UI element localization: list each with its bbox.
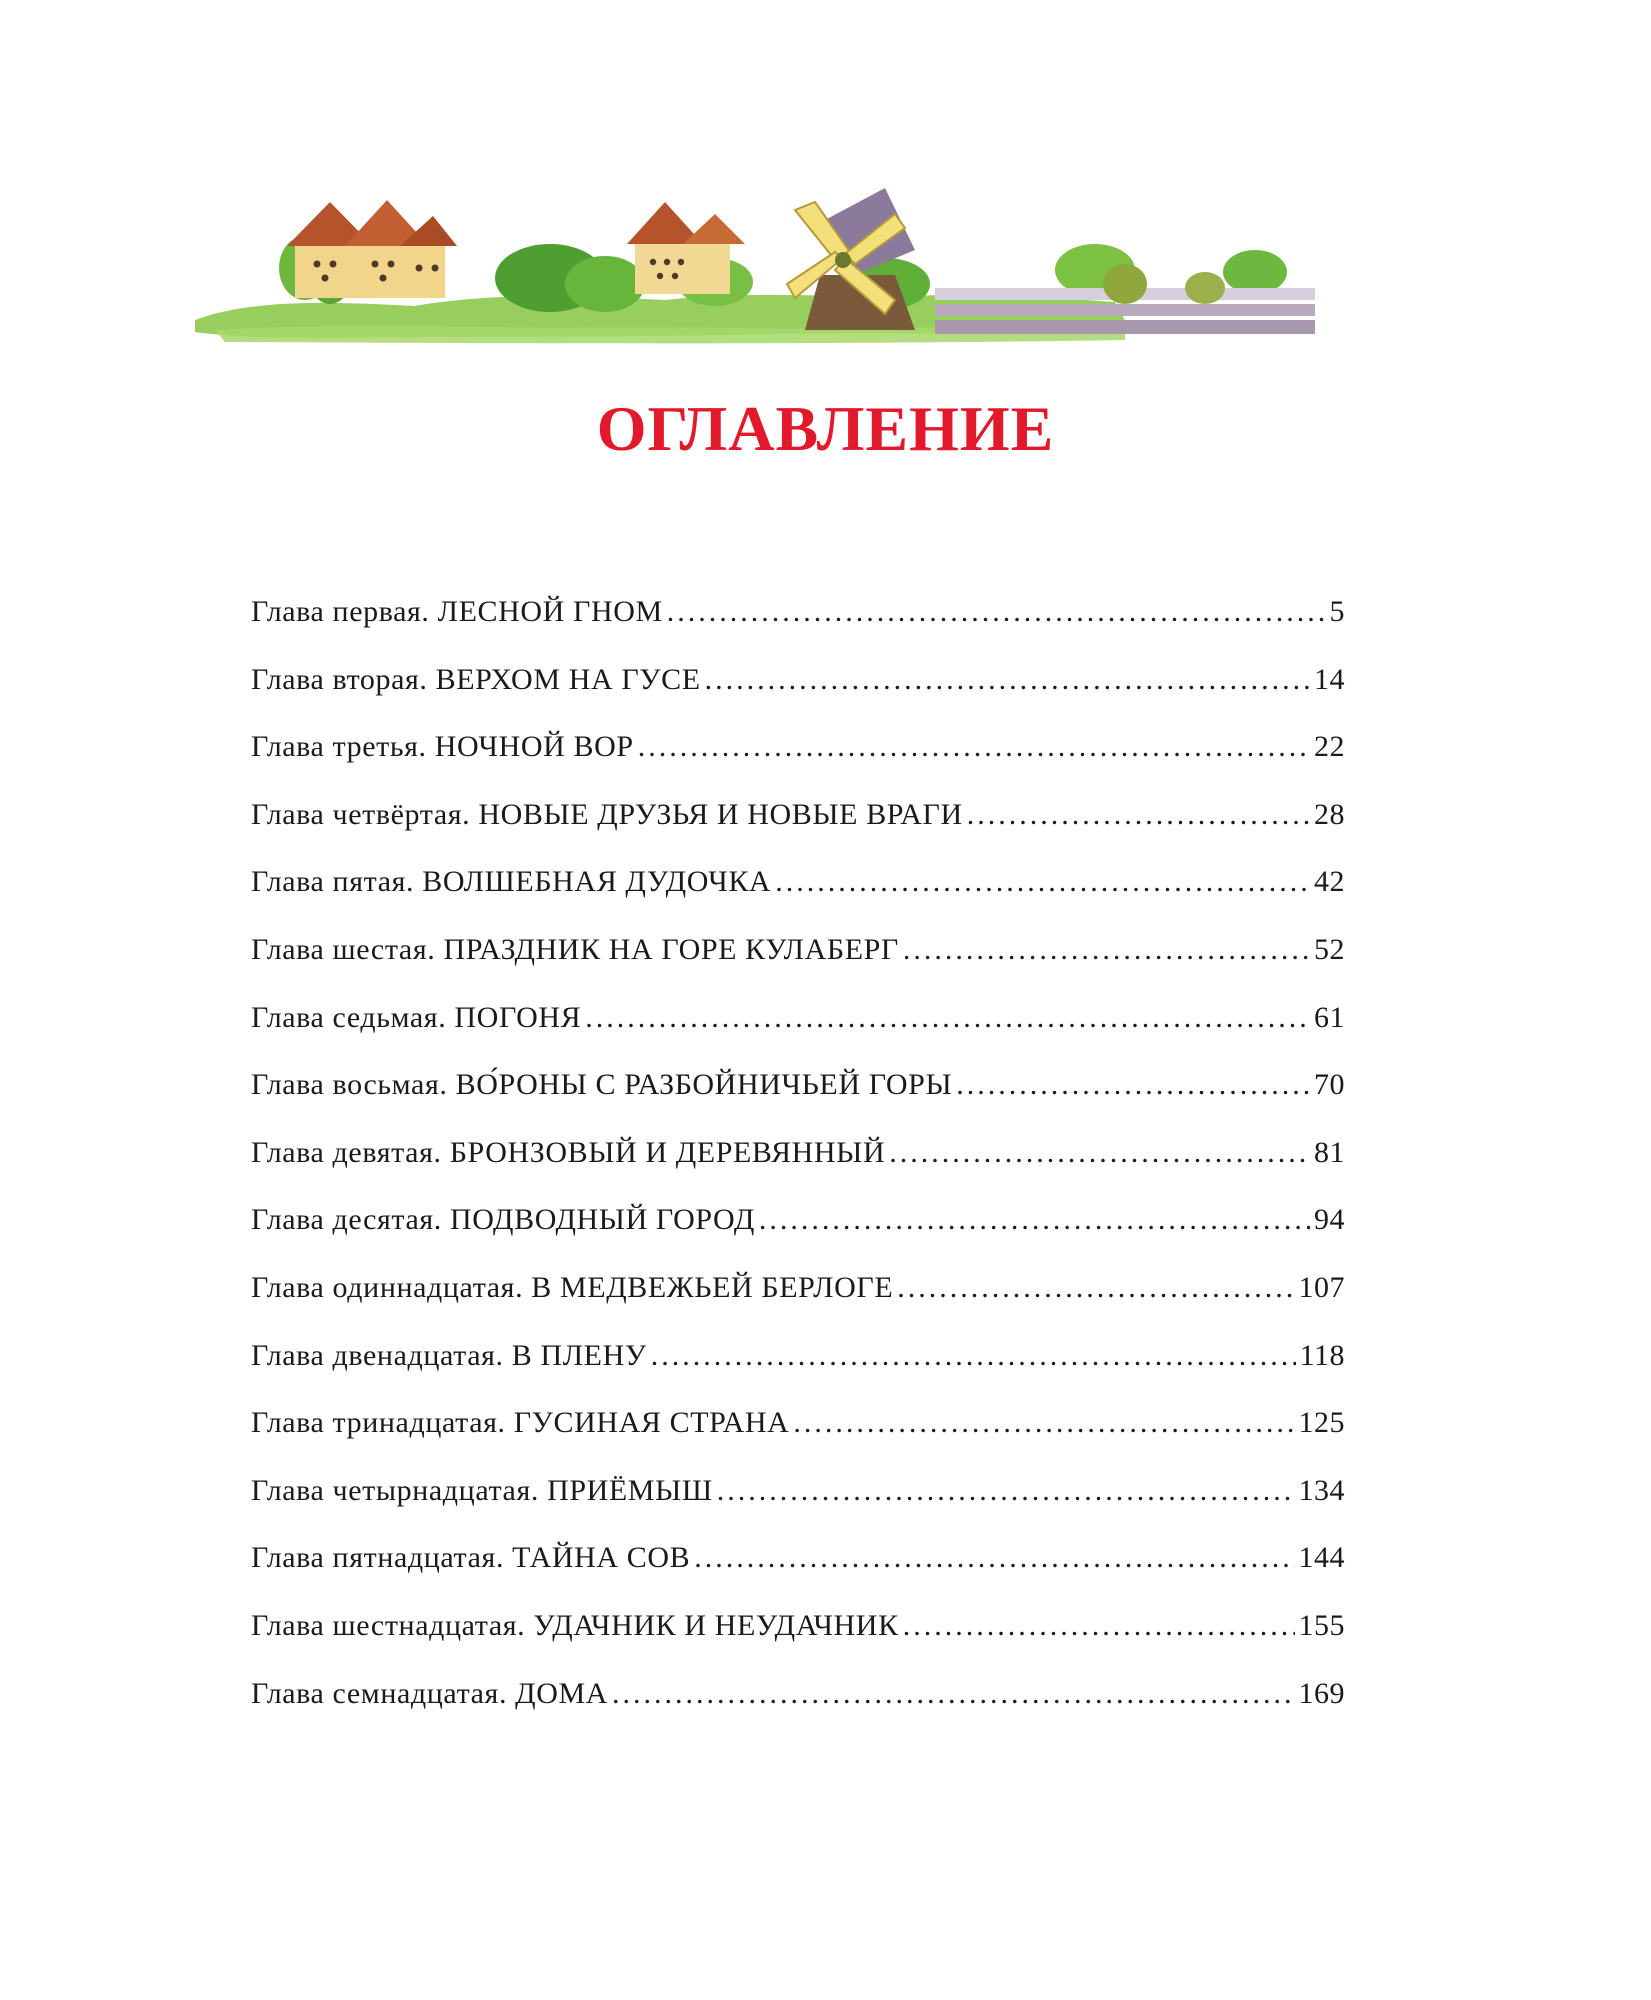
toc-chapter-number: Глава четырнадцатая.	[251, 1473, 539, 1507]
toc-leader-dots	[717, 1457, 1295, 1525]
toc-entry-label	[251, 1660, 608, 1728]
toc-entry-label	[251, 916, 899, 984]
toc-chapter-number: Глава тринадцатая.	[251, 1406, 506, 1440]
toc-leader-dots	[889, 1119, 1310, 1187]
toc-chapter-name: ВЕРХОМ НА ГУСЕ	[435, 662, 701, 696]
toc-page-number: 118	[1299, 1338, 1345, 1372]
toc-chapter-name: НОВЫЕ ДРУЗЬЯ И НОВЫЕ ВРАГИ	[478, 797, 963, 831]
toc-entry[interactable]	[251, 1186, 1345, 1254]
toc-page-number: 94	[1314, 1203, 1345, 1237]
page-title: ОГЛАВЛЕНИЕ	[596, 393, 1055, 464]
toc-entry[interactable]	[251, 984, 1345, 1052]
toc-leader-dots	[705, 646, 1310, 714]
toc-chapter-name: ЛЕСНОЙ ГНОМ	[437, 595, 663, 628]
toc-page-number: 61	[1314, 1000, 1345, 1034]
toc-chapter-name: ТАЙНА СОВ	[512, 1541, 691, 1575]
toc-entry[interactable]	[251, 848, 1345, 916]
toc-entry[interactable]	[251, 781, 1345, 849]
bush-far-right-2	[1223, 250, 1287, 294]
table-of-contents	[251, 578, 1345, 1727]
toc-chapter-number: Глава семнадцатая.	[251, 1676, 508, 1710]
toc-entry-label	[251, 1254, 893, 1322]
toc-page-number: 81	[1314, 1135, 1345, 1169]
toc-chapter-number: Глава пятая.	[251, 865, 415, 899]
toc-entry-label	[251, 1119, 885, 1187]
toc-leader-dots	[694, 1524, 1294, 1592]
toc-entry-label	[251, 984, 581, 1052]
toc-leader-dots	[903, 1592, 1295, 1660]
toc-entry-label	[251, 848, 771, 916]
toc-chapter-number: Глава третья.	[251, 730, 427, 764]
toc-leader-dots	[667, 578, 1326, 646]
toc-leader-dots	[775, 848, 1310, 916]
toc-chapter-number: Глава восьмая.	[251, 1068, 448, 1102]
toc-chapter-number: Глава девятая.	[251, 1135, 442, 1169]
toc-chapter-number: Глава шестнадцатая.	[251, 1608, 526, 1642]
bush-center-2	[565, 256, 645, 312]
toc-chapter-name: ДОМА	[515, 1676, 609, 1710]
toc-entry[interactable]	[251, 1457, 1345, 1525]
toc-chapter-number: Глава первая.	[251, 595, 430, 628]
toc-chapter-number: Глава десятая.	[251, 1203, 442, 1237]
toc-chapter-name: БРОНЗОВЫЙ И ДЕРЕВЯННЫЙ	[449, 1135, 886, 1169]
toc-page-number: 169	[1298, 1676, 1345, 1710]
toc-entry[interactable]	[251, 646, 1345, 714]
toc-chapter-name: В ПЛЕНУ	[511, 1338, 647, 1372]
toc-leader-dots	[903, 916, 1310, 984]
toc-page-number: 134	[1298, 1473, 1345, 1507]
toc-entry[interactable]	[251, 1322, 1345, 1390]
toc-entry-label	[251, 1457, 713, 1525]
toc-page-number: 22	[1314, 730, 1345, 764]
house-group-left	[287, 200, 457, 298]
toc-chapter-number: Глава двенадцатая.	[251, 1338, 504, 1372]
toc-page-number: 5	[1329, 595, 1345, 628]
toc-leader-dots	[585, 984, 1310, 1052]
toc-chapter-name: ПОДВОДНЫЙ ГОРОД	[450, 1203, 755, 1237]
toc-leader-dots	[793, 1389, 1294, 1457]
toc-entry-label	[251, 1592, 899, 1660]
toc-chapter-number: Глава шестая.	[251, 932, 436, 966]
toc-entry-label	[251, 646, 701, 714]
toc-entry-label	[251, 1051, 952, 1119]
toc-chapter-name: В МЕДВЕЖЬЕЙ БЕРЛОГЕ	[531, 1270, 894, 1304]
toc-entry-label	[251, 1186, 755, 1254]
toc-chapter-number: Глава четвёртая.	[251, 797, 471, 831]
toc-chapter-name: ГУСИНАЯ СТРАНА	[513, 1406, 790, 1440]
toc-chapter-number: Глава вторая.	[251, 662, 428, 696]
toc-chapter-name: ВОЛШЕБНАЯ ДУДОЧКА	[422, 865, 772, 899]
toc-leader-dots	[967, 781, 1310, 849]
toc-chapter-name: ПРИЁМЫШ	[547, 1473, 713, 1507]
toc-entry[interactable]	[251, 578, 1345, 646]
toc-page-number: 144	[1298, 1541, 1345, 1575]
toc-chapter-number: Глава одиннадцатая.	[251, 1270, 524, 1304]
toc-entry[interactable]	[251, 1051, 1345, 1119]
toc-entry-label	[251, 1524, 690, 1592]
toc-chapter-name: ВО́РОНЫ С РАЗБОЙНИЧЬЕЙ ГОРЫ	[455, 1068, 953, 1102]
toc-page-number: 107	[1298, 1270, 1345, 1304]
toc-entry[interactable]	[251, 1592, 1345, 1660]
toc-chapter-number: Глава пятнадцатая.	[251, 1541, 505, 1575]
toc-leader-dots	[638, 713, 1310, 781]
toc-entry-label	[251, 713, 634, 781]
toc-entry[interactable]	[251, 1119, 1345, 1187]
toc-entry[interactable]	[251, 1524, 1345, 1592]
toc-leader-dots	[651, 1322, 1296, 1390]
toc-entry[interactable]	[251, 1660, 1345, 1728]
toc-page-number: 155	[1298, 1608, 1345, 1642]
toc-chapter-name: ПРАЗДНИК НА ГОРЕ КУЛАБЕРГ	[443, 932, 899, 966]
toc-entry[interactable]	[251, 713, 1345, 781]
toc-entry[interactable]	[251, 1389, 1345, 1457]
toc-chapter-name: УДАЧНИК И НЕУДАЧНИК	[533, 1608, 899, 1642]
toc-chapter-name: НОЧНОЙ ВОР	[434, 730, 634, 764]
toc-leader-dots	[956, 1051, 1310, 1119]
toc-page-number: 42	[1314, 865, 1345, 899]
toc-chapter-number: Глава седьмая.	[251, 1000, 447, 1034]
toc-entry-label	[251, 781, 963, 849]
house-center	[627, 202, 745, 294]
toc-page-number: 28	[1314, 797, 1345, 831]
toc-entry[interactable]	[251, 1254, 1345, 1322]
toc-page-number: 125	[1298, 1406, 1345, 1440]
toc-leader-dots	[759, 1186, 1310, 1254]
toc-page-number: 70	[1314, 1068, 1345, 1102]
toc-entry-label	[251, 1389, 789, 1457]
toc-chapter-name: ПОГОНЯ	[454, 1000, 582, 1034]
toc-entry-label	[251, 1322, 647, 1390]
toc-entry-label	[251, 578, 663, 646]
toc-page-number: 14	[1314, 662, 1345, 696]
toc-page-number: 52	[1314, 932, 1345, 966]
village-landscape-illustration	[195, 180, 1395, 350]
toc-leader-dots	[612, 1660, 1294, 1728]
toc-leader-dots	[897, 1254, 1294, 1322]
toc-entry[interactable]	[251, 916, 1345, 984]
